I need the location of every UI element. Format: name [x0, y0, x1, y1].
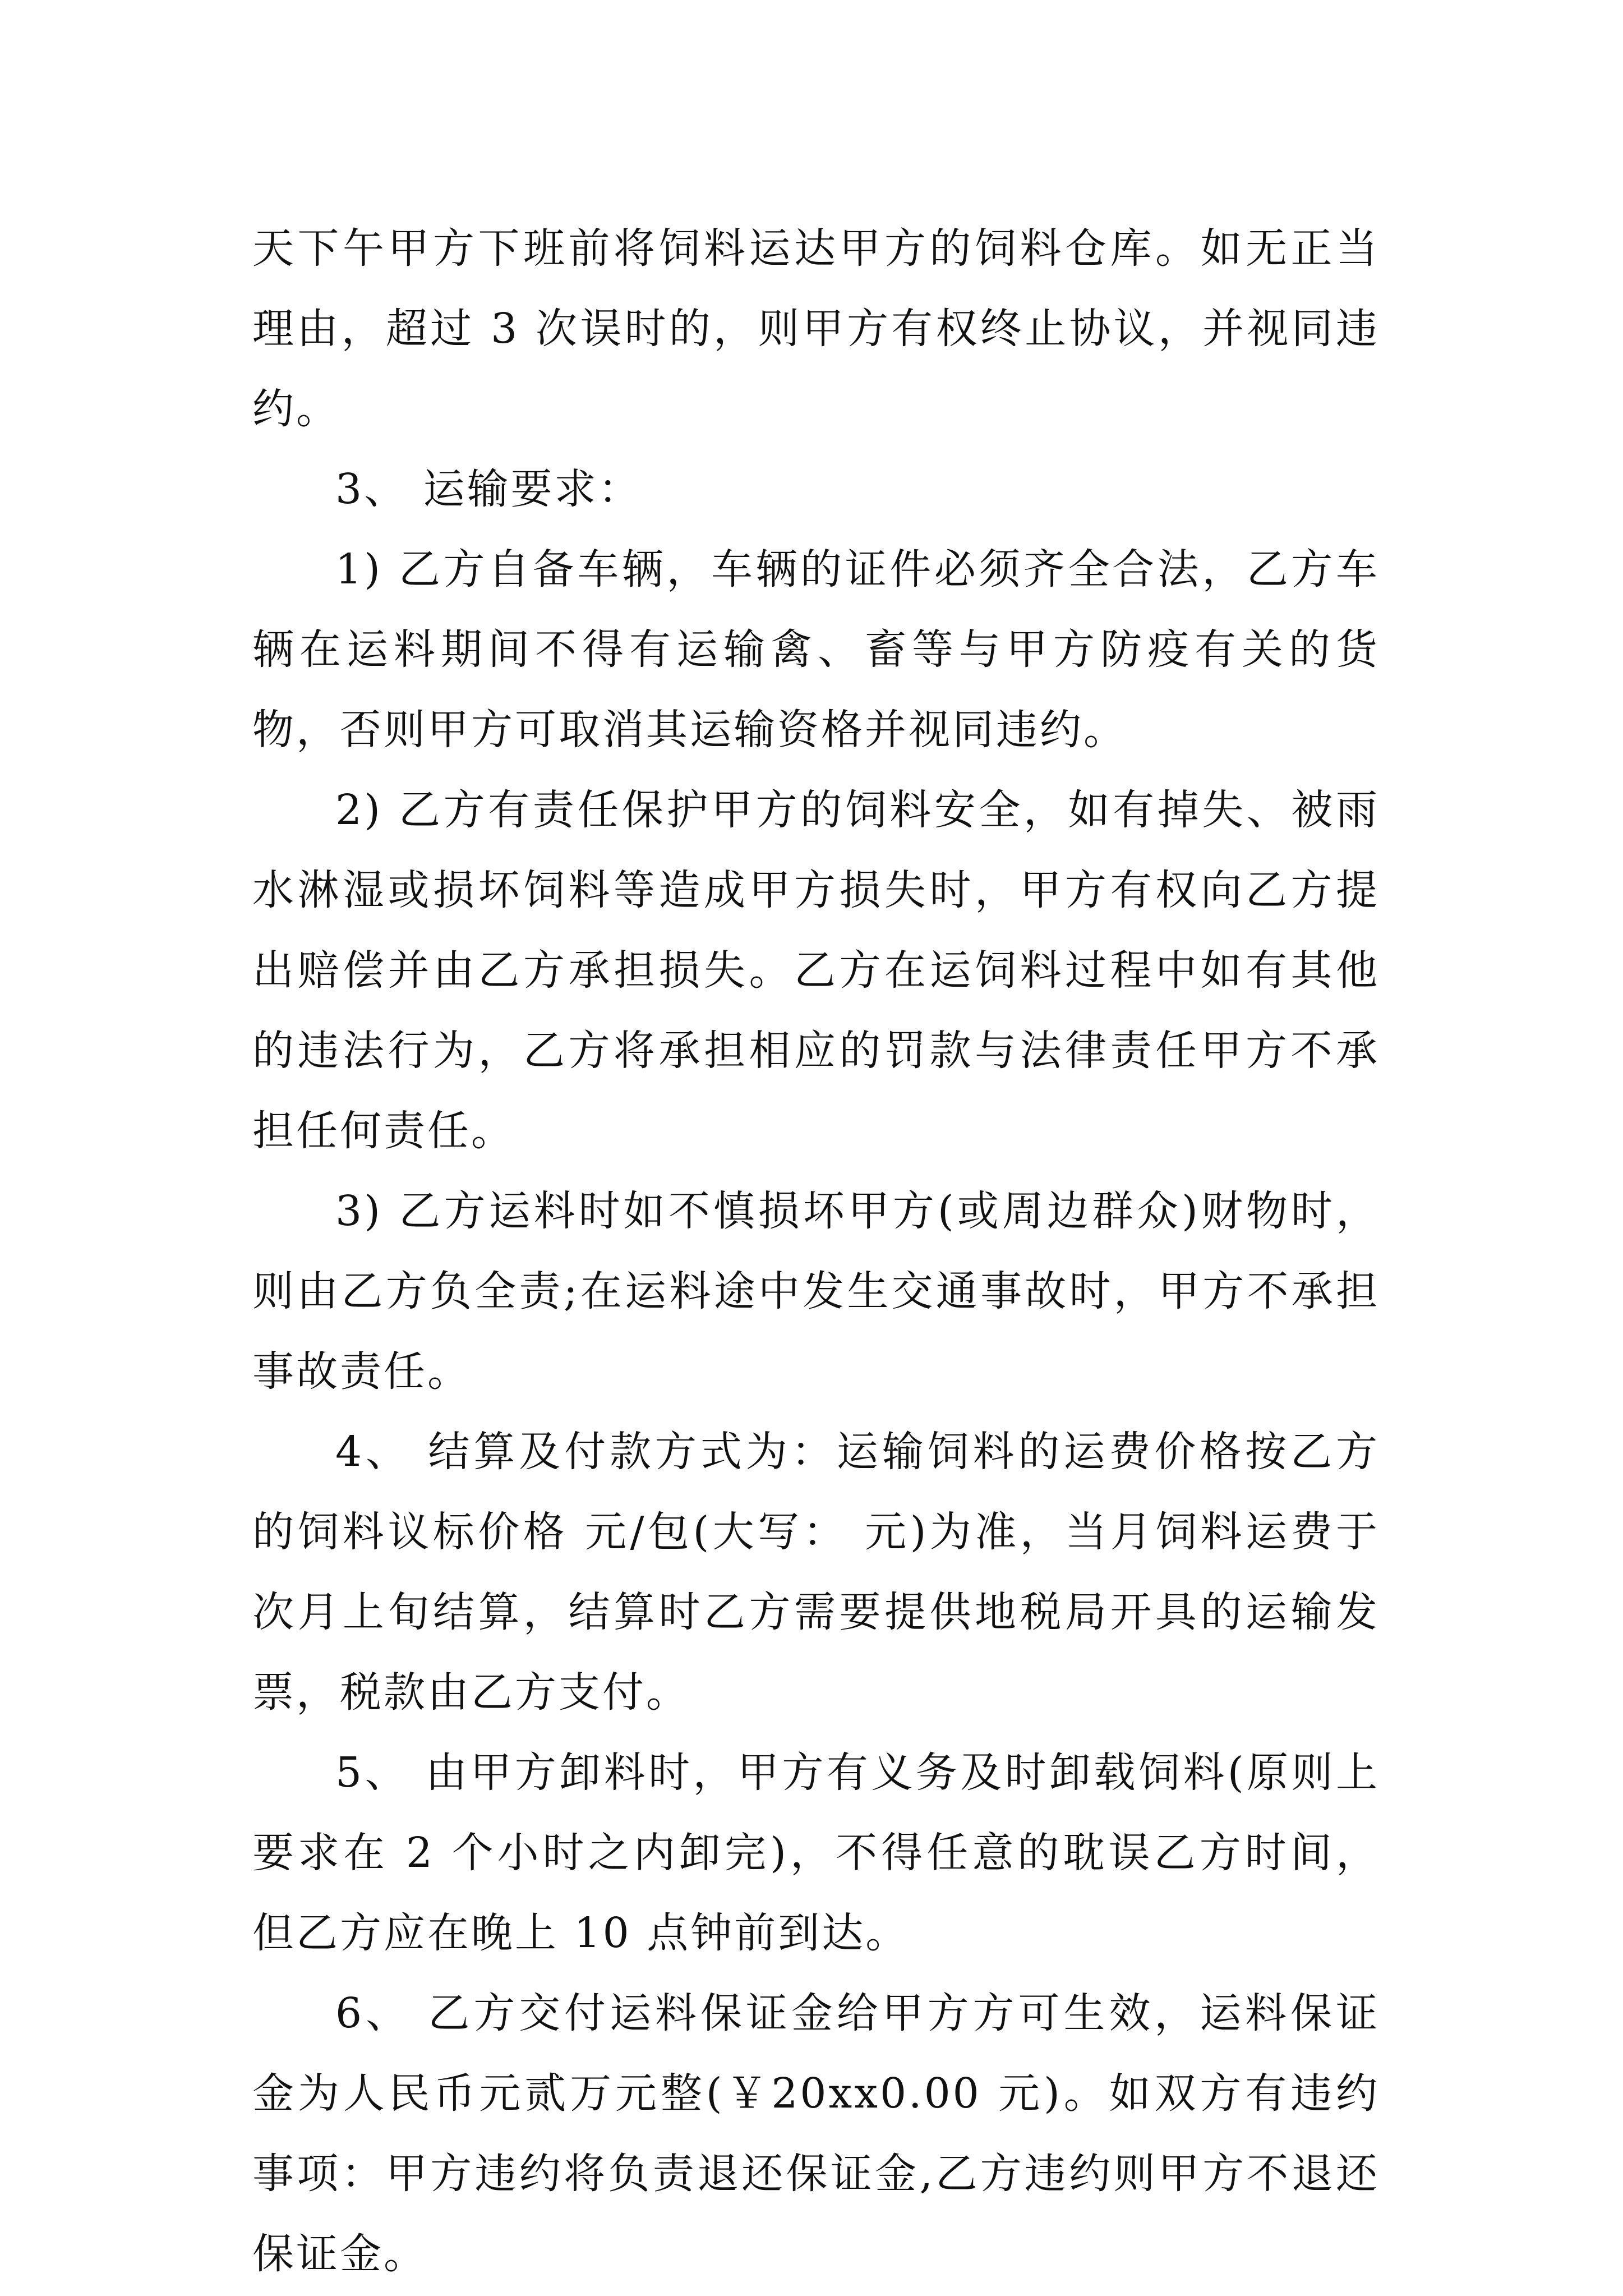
- paragraph-item-1: 1) 乙方自备车辆，车辆的证件必须齐全合法，乙方车辆在运料期间不得有运输禽、畜等与甲方防疫有关的货物，否则甲方可取消其运输资格并视同违约。: [252, 545, 1380, 754]
- paragraph-section-3-heading: 3、 运输要求：: [335, 465, 642, 513]
- paragraph-item-2: 2) 乙方有责任保护甲方的饲料安全，如有掉失、被雨水淋湿或损坏饲料等造成甲方损失时，甲方有权向乙方提出赔偿并由乙方承担损失。乙方在运饲料过程中如有其他的违法行为，乙方将承担相应的罚款与法律责任甲方不承担任何责任。: [252, 786, 1380, 1155]
- paragraph-section-6: 6、 乙方交付运料保证金给甲方方可生效，运料保证金为人民币元贰万元整(￥20xx0.00 元)。如双方有违约事项：甲方违约将负责退还保证金,乙方违约则甲方不退还保证金。: [252, 1989, 1380, 2278]
- paragraph-continuation: 天下午甲方下班前将饲料运达甲方的饲料仓库。如无正当理由，超过 3 次误时的，则甲方有权终止协议，并视同违约。: [252, 224, 1380, 433]
- paragraph-item-3: 3) 乙方运料时如不慎损坏甲方(或周边群众)财物时，则由乙方负全责;在运料途中发生交通事故时，甲方不承担事故责任。: [252, 1187, 1380, 1396]
- paragraph-section-4: 4、 结算及付款方式为：运输饲料的运费价格按乙方的饲料议标价格 元/包(大写： 元)为准，当月饲料运费于次月上旬结算，结算时乙方需要提供地税局开具的运输发票，税款由乙方支付。: [252, 1428, 1380, 1717]
- document-body: [252, 209, 1380, 2294]
- paragraph-section-5: 5、 由甲方卸料时，甲方有义务及时卸载饲料(原则上要求在 2 个小时之内卸完)，不得任意的耽误乙方时间，但乙方应在晚上 10 点钟前到达。: [252, 1749, 1380, 1957]
